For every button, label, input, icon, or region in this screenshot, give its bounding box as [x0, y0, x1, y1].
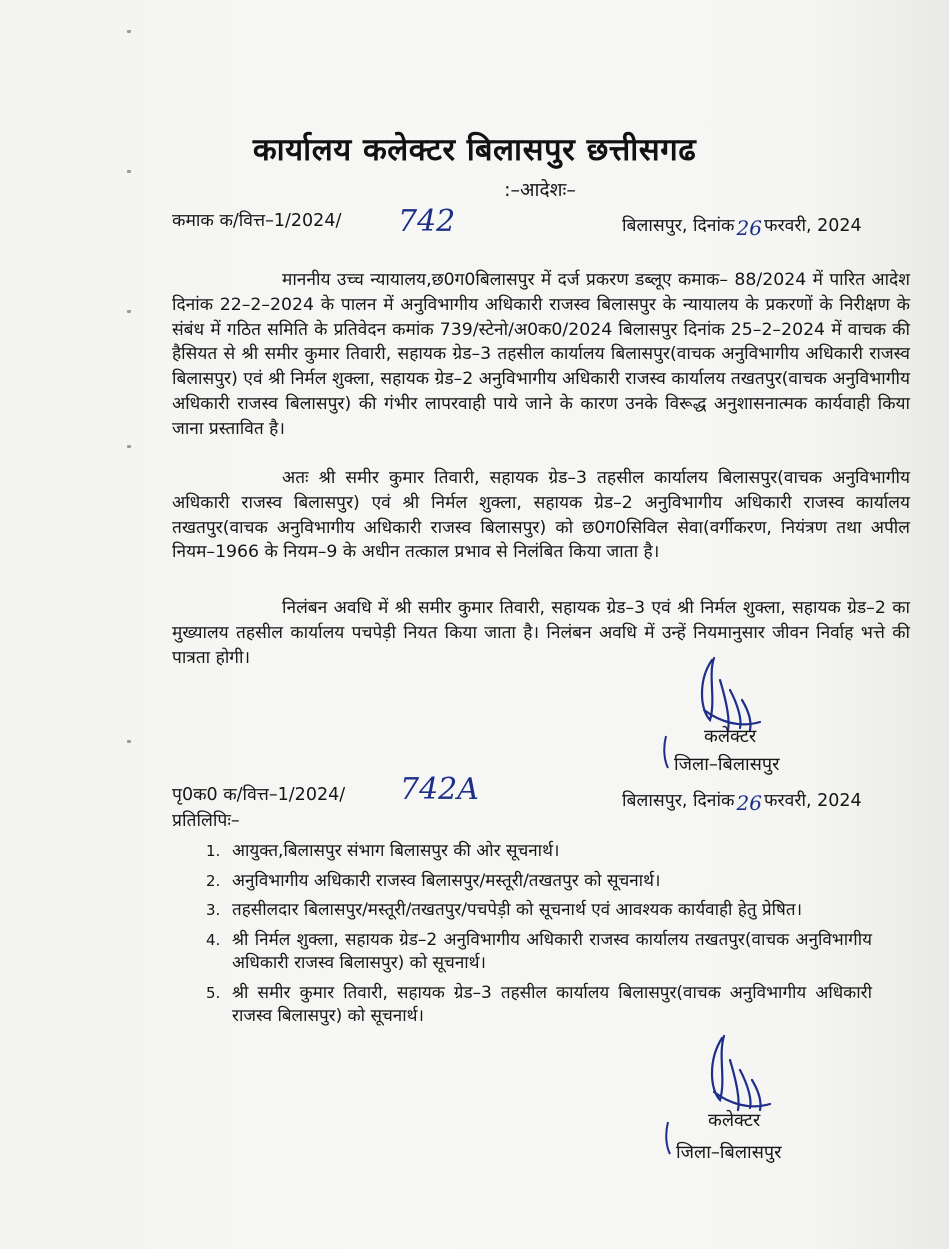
list-item [172, 840, 872, 864]
punch-mark [127, 30, 131, 33]
punch-mark [127, 310, 131, 313]
punch-mark [127, 740, 131, 743]
list-item [172, 929, 872, 976]
list-text: आयुक्त,बिलासपुर संभाग बिलासपुर की ओर सूचनार्थ। [232, 841, 560, 861]
date-handwritten-2: 26 [736, 791, 762, 815]
list-number: 1. [206, 842, 221, 860]
order-number-handwritten: 742 [398, 204, 456, 239]
list-text: श्री समीर कुमार तिवारी, सहायक ग्रेड–3 तहसील कार्यालय बिलासपुर(वाचक अनुविभागीय अधिकारी राजस्व बिलासपुर) को सूचनार्थ। [232, 982, 872, 1026]
date-handwritten: 26 [736, 216, 762, 240]
office-heading: कार्यालय कलेक्टर बिलासपुर छत्तीसगढ [252, 132, 697, 168]
paragraph-1: माननीय उच्च न्यायालय,छ0ग0बिलासपुर में दर्ज प्रकरण डब्लूए कमाक– 88/2024 में पारित आदेश दिनांक 22–2–2024 के पालन में अनुविभागीय अधिकारी राजस्व बिलासपुर के न्यायालय के प्रकरणों के निरीक्षण के संबंध में गठित समिति के प्रतिवेदन कमांक 739/स्टेनो/अ0क0/2024 बिलासपुर दिनांक 25–2–2024 में वाचक की हैसियत से श्री समीर कुमार तिवारी, सहायक ग्रेड–3 तहसील कार्यालय बिलासपुर(वाचक अनुविभागीय अधिकारी राजस्व बिलासपुर) एवं श्री निर्मल शुक्ला, सहायक ग्रेड–2 अनुविभागीय अधिकारी राजस्व कार्यालय तखतपुर(वाचक अनुविभागीय अधिकारी राजस्व बिलासपुर) की गंभीर लापरवाही पाये जाने के कारण उनके विरूद्ध अनुशासनात्मक कार्यवाही किया जाना प्रस्तावित है। [172, 270, 910, 439]
list-text: अनुविभागीय अधिकारी राजस्व बिलासपुर/मस्तूरी/तखतपुर को सूचनार्थ। [232, 870, 661, 891]
list-item [172, 870, 872, 894]
endorsement-place-date [622, 787, 862, 815]
paragraph-3: निलंबन अवधि में श्री समीर कुमार तिवारी, सहायक ग्रेड–3 एवं श्री निर्मल शुक्ला, सहायक ग्रेड–2 का मुख्यालय तहसील कार्यालय पचपेड़ी नियत किया जाता है। निलंबन अवधि में उन्हें नियमानुसार जीवन निर्वाह भत्ते की पात्रता होगी। [172, 598, 910, 668]
endorsement-reference [172, 782, 345, 806]
signatory-title-1: कलेक्टर [704, 726, 757, 747]
place-date-suffix: फरवरी, 2024 [763, 216, 862, 236]
copy-heading: प्रतिलिपिः– [172, 811, 240, 831]
signatory-district-1: जिला–बिलासपुर [674, 754, 780, 775]
order-label: :–आदेशः– [504, 179, 576, 201]
endorsement-number-handwritten: 742A [400, 772, 479, 807]
list-number: 3. [206, 901, 221, 919]
list-item [172, 899, 872, 923]
list-text: तहसीलदार बिलासपुर/मस्तूरी/तखतपुर/पचपेड़ी को सूचनार्थ एवं आवश्यक कार्यवाही हेतु प्रेषित। [232, 900, 803, 920]
list-item [172, 982, 872, 1029]
place-date-prefix: बिलासपुर, दिनांक [622, 216, 735, 236]
signatory-title-2: कलेक्टर [708, 1110, 761, 1131]
list-number: 5. [206, 983, 221, 1002]
signatory-district-2: जिला–बिलासपुर [676, 1142, 782, 1163]
punch-mark [127, 445, 131, 448]
signature-2 [700, 1030, 780, 1120]
list-number: 4. [206, 930, 221, 949]
order-ref-text: कमाक क/वित्त–1/2024/ [172, 211, 342, 231]
list-text: श्री निर्मल शुक्ला, सहायक ग्रेड–2 अनुविभागीय अधिकारी राजस्व कार्यालय तखतपुर(वाचक अनुविभागीय अधिकारी राजस्व बिलासपुर) को सूचनार्थ। [232, 929, 872, 973]
order-reference [172, 208, 341, 232]
order-place-date [622, 212, 862, 240]
signature-tick-2 [662, 1120, 674, 1156]
paragraph-2: अतः श्री समीर कुमार तिवारी, सहायक ग्रेड–3 तहसील कार्यालय बिलासपुर(वाचक अनुविभागीय अधिकारी राजस्व बिलासपुर) एवं श्री निर्मल शुक्ला, सहायक ग्रेड–2 अनुविभागीय अधिकारी राजस्व कार्यालय तखतपुर(वाचक अनुविभागीय अधिकारी राजस्व बिलासपुर) को छ0ग0सिविल सेवा(वर्गीकरण, नियंत्रण तथा अपील नियम–1966 के नियम–9 के अधीन तत्काल प्रभाव से निलंबित किया जाता है। [172, 468, 910, 563]
endorsement-ref-text: पृ0क0 क/वित्त–1/2024/ [172, 785, 346, 805]
place-date-prefix-2: बिलासपुर, दिनांक [622, 791, 735, 811]
list-number: 2. [206, 871, 221, 890]
punch-mark [127, 170, 131, 173]
copy-list [172, 840, 872, 1035]
signature-tick-1 [660, 734, 672, 770]
place-date-suffix-2: फरवरी, 2024 [763, 791, 862, 811]
